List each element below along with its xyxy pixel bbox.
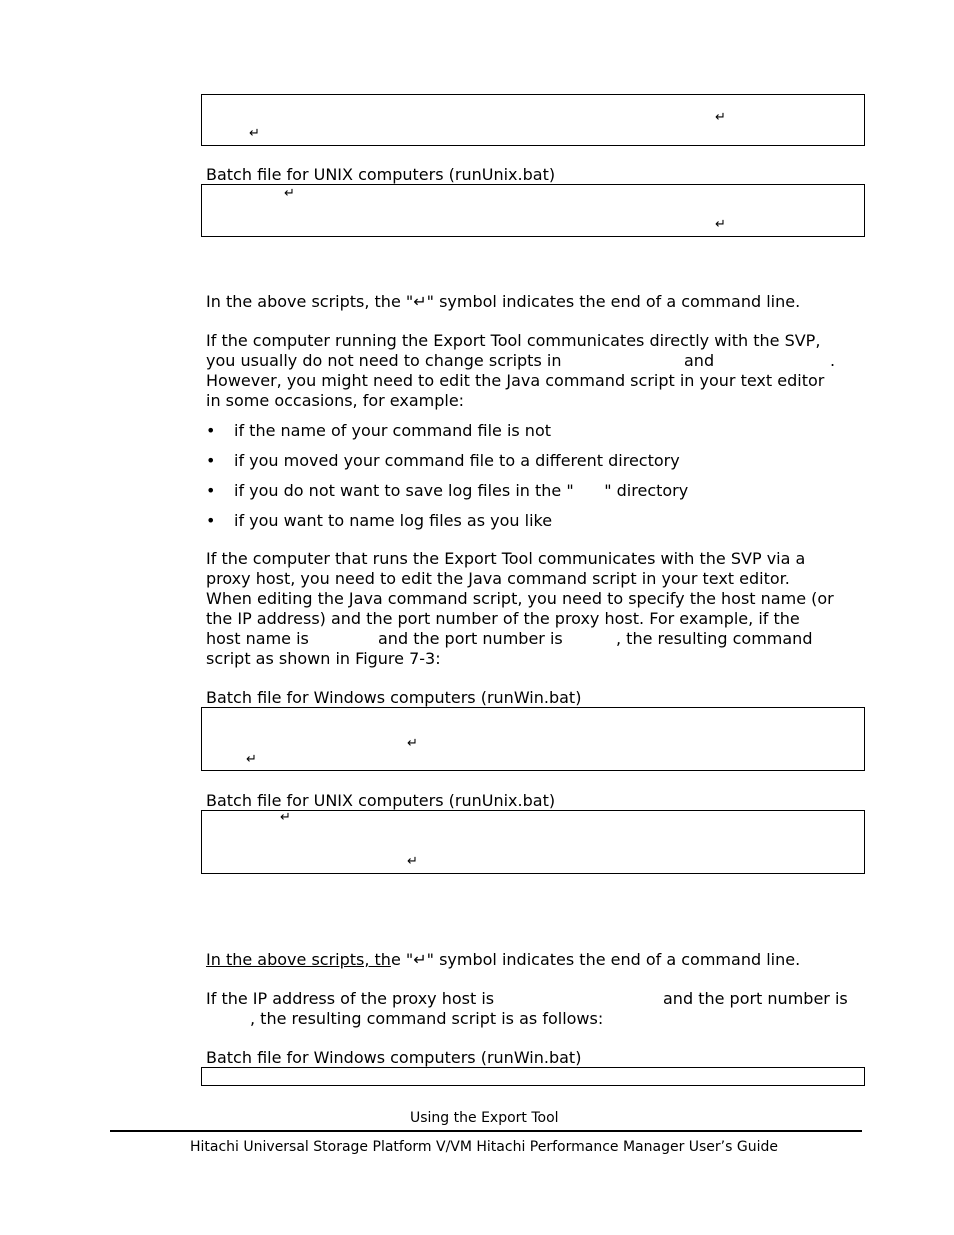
caption-windows-batch: Batch file for Windows computers (runWin.bat) — [206, 688, 582, 707]
return-symbol-icon: ↵ — [249, 126, 260, 141]
footer-section-title: Using the Export Tool — [410, 1110, 559, 1126]
para1-line1: If the computer running the Export Tool communicates directly with the SVP, — [206, 331, 821, 350]
caption-windows-batch: Batch file for Windows computers (runWin.bat) — [206, 1048, 582, 1067]
bullet-dot: • — [206, 451, 216, 470]
footer-guide-title: Hitachi Universal Storage Platform V/VM Hitachi Performance Manager User’s Guide — [190, 1139, 778, 1155]
script-box-1 — [201, 94, 865, 146]
para2-line1: If the computer that runs the Export Tool communicates with the SVP via a — [206, 549, 806, 568]
note-underlined-part: In the above scripts, th — [206, 950, 391, 969]
bullet-item: if you want to name log files as you like — [234, 511, 553, 530]
para3-line1b: and the port number is — [663, 989, 848, 1008]
para2-line4: the IP address) and the port number of the proxy host. For example, if the — [206, 609, 800, 628]
footer-divider — [110, 1130, 862, 1132]
para2-line2: proxy host, you need to edit the Java command script in your text editor. — [206, 569, 790, 588]
para1-line2c: . — [830, 351, 836, 370]
bullet-dot: • — [206, 481, 216, 500]
return-symbol-icon: ↵ — [407, 736, 418, 751]
script-box-unix-1 — [201, 184, 865, 237]
para3-line1a: If the IP address of the proxy host is — [206, 989, 495, 1008]
return-symbol-icon: ↵ — [246, 752, 257, 767]
return-symbol-icon: ↵ — [280, 810, 291, 825]
return-symbol-icon: ↵ — [715, 110, 726, 125]
para1-line2a: you usually do not need to change scripts in — [206, 351, 562, 370]
note-return-symbol-2 — [206, 950, 800, 970]
para2-line6: script as shown in Figure 7-3: — [206, 649, 441, 668]
bullet-dot: • — [206, 511, 216, 530]
bullet-item: if the name of your command file is not — [234, 421, 552, 440]
bullet-item: if you moved your command file to a different directory — [234, 451, 680, 470]
script-box-unix-2 — [201, 810, 865, 874]
caption-unix-batch: Batch file for UNIX computers (runUnix.bat) — [206, 791, 556, 810]
return-symbol-icon: ↵ — [407, 854, 418, 869]
para3-line2: , the resulting command script is as follows: — [250, 1009, 604, 1028]
para2-line5c: , the resulting command — [616, 629, 813, 648]
para2-line5b: and the port number is — [378, 629, 563, 648]
note-return-symbol: In the above scripts, the "↵" symbol indicates the end of a command line. — [206, 292, 801, 311]
para1-line3: However, you might need to edit the Java command script in your text editor — [206, 371, 825, 390]
para2-line5a: host name is — [206, 629, 309, 648]
script-box-windows-2 — [201, 707, 865, 771]
bullet-dot: • — [206, 421, 216, 440]
return-symbol-icon: ↵ — [284, 186, 295, 201]
note-rest: e "↵" symbol indicates the end of a command line. — [390, 950, 801, 969]
para2-line3: When editing the Java command script, you need to specify the host name (or — [206, 589, 834, 608]
bullet-item: if you do not want to save log files in the " " directory — [234, 481, 689, 500]
caption-unix-batch: Batch file for UNIX computers (runUnix.bat) — [206, 165, 556, 184]
script-box-windows-3 — [201, 1067, 865, 1086]
return-symbol-icon: ↵ — [715, 217, 726, 232]
para1-line2b: and — [684, 351, 715, 370]
para1-line4: in some occasions, for example: — [206, 391, 465, 410]
